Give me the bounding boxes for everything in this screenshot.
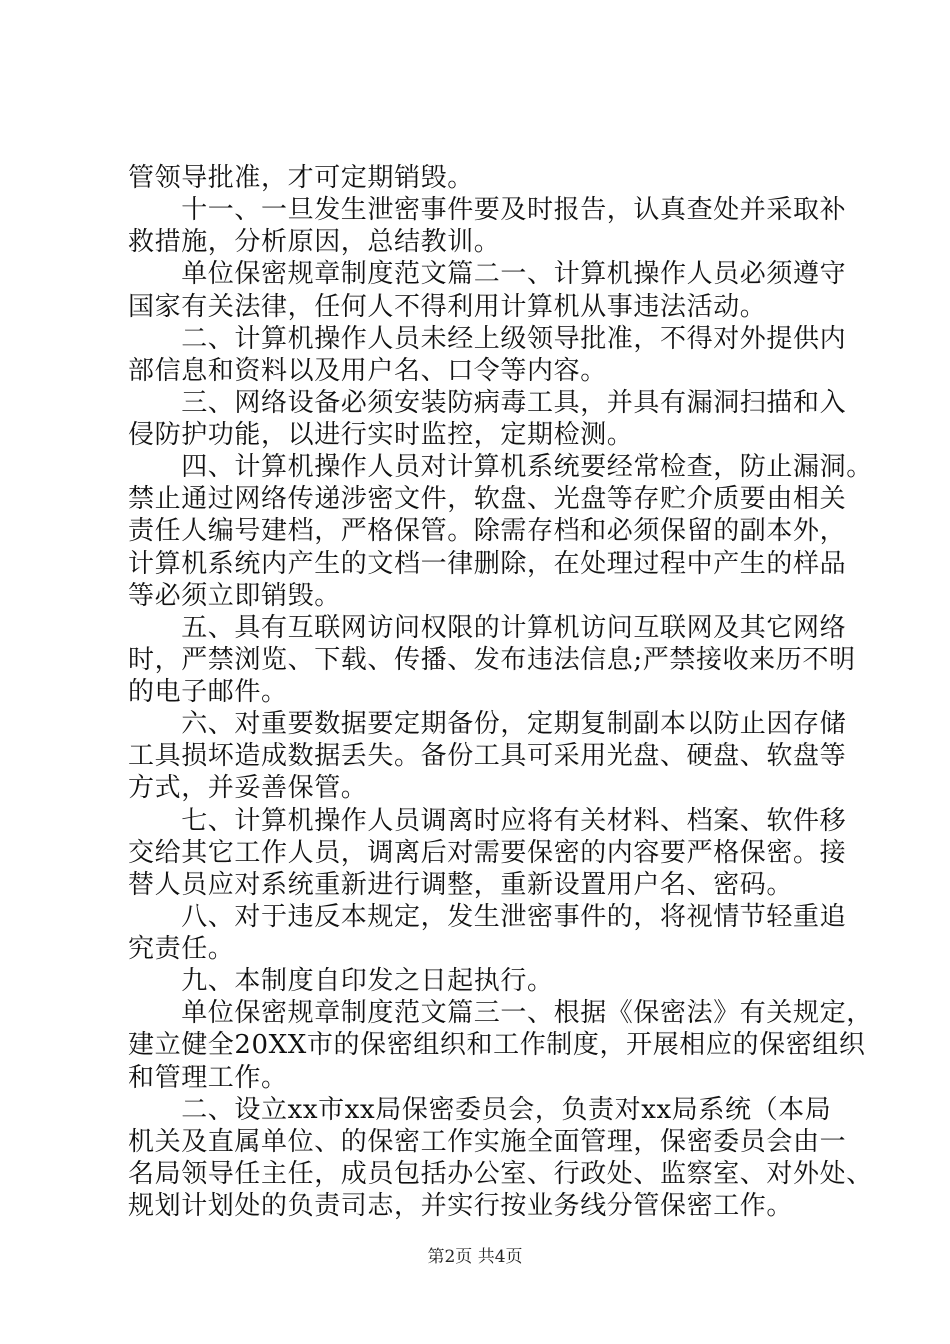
text-line: 责任人编号建档，严格保管。除需存档和必须保留的副本外，: [128, 516, 847, 546]
text-line: 九、本制度自印发之日起执行。: [128, 966, 554, 996]
text-line: 机关及直属单位、的保密工作实施全面管理，保密委员会由一: [128, 1127, 847, 1157]
text-line: 建立健全20XX市的保密组织和工作制度，开展相应的保密组织: [128, 1030, 866, 1060]
page-number-footer: 第2页 共4页: [427, 1247, 523, 1267]
text-line: 时，严禁浏览、下载、传播、发布违法信息;严禁接收来历不明: [128, 645, 856, 675]
text-line: 国家有关法律，任何人不得利用计算机从事违法活动。: [128, 292, 767, 322]
text-line: 八、对于违反本规定，发生泄密事件的，将视情节轻重追: [128, 902, 847, 932]
text-line: 和管理工作。: [128, 1063, 288, 1093]
text-line: 部信息和资料以及用户名、口令等内容。: [128, 356, 607, 386]
text-line: 侵防护功能，以进行实时监控，定期检测。: [128, 420, 634, 450]
text-line: 方式，并妥善保管。: [128, 773, 368, 803]
text-line: 二、设立xx市xx局保密委员会，负责对xx局系统（本局: [128, 1095, 832, 1125]
text-line: 规划计划处的负责司志，并实行按业务线分管保密工作。: [128, 1191, 794, 1221]
text-line: 二、计算机操作人员未经上级领导批准，不得对外提供内: [128, 324, 847, 354]
text-line: 六、对重要数据要定期备份，定期复制副本以防止因存储: [128, 709, 847, 739]
text-line: 究责任。: [128, 934, 235, 964]
text-line: 单位保密规章制度范文篇二一、计算机操作人员必须遵守: [128, 259, 847, 289]
text-line: 十一、一旦发生泄密事件要及时报告，认真查处并采取补: [128, 195, 847, 225]
text-line: 五、具有互联网访问权限的计算机访问互联网及其它网络: [128, 613, 847, 643]
text-line: 七、计算机操作人员调离时应将有关材料、档案、软件移: [128, 806, 847, 836]
text-line: 工具损坏造成数据丢失。备份工具可采用光盘、硬盘、软盘等: [128, 741, 847, 771]
text-line: 三、网络设备必须安装防病毒工具，并具有漏洞扫描和入: [128, 388, 847, 418]
text-line: 的电子邮件。: [128, 677, 288, 707]
text-line: 救措施，分析原因，总结教训。: [128, 227, 501, 257]
text-line: 等必须立即销毁。: [128, 581, 341, 611]
text-line: 计算机系统内产生的文档一律删除，在处理过程中产生的样品: [128, 549, 847, 579]
text-line: 禁止通过网络传递涉密文件，软盘、光盘等存贮介质要由相关: [128, 484, 847, 514]
text-line: 交给其它工作人员，调离后对需要保密的内容要严格保密。接: [128, 838, 847, 868]
text-line: 名局领导任主任，成员包括办公室、行政处、监察室、对外处、: [128, 1159, 873, 1189]
text-line: 单位保密规章制度范文篇三一、根据《保密法》有关规定，: [128, 998, 873, 1028]
text-line: 四、计算机操作人员对计算机系统要经常检查，防止漏洞。: [128, 452, 873, 482]
text-line: 管领导批准，才可定期销毁。: [128, 163, 474, 193]
text-line: 替人员应对系统重新进行调整，重新设置用户名、密码。: [128, 870, 794, 900]
